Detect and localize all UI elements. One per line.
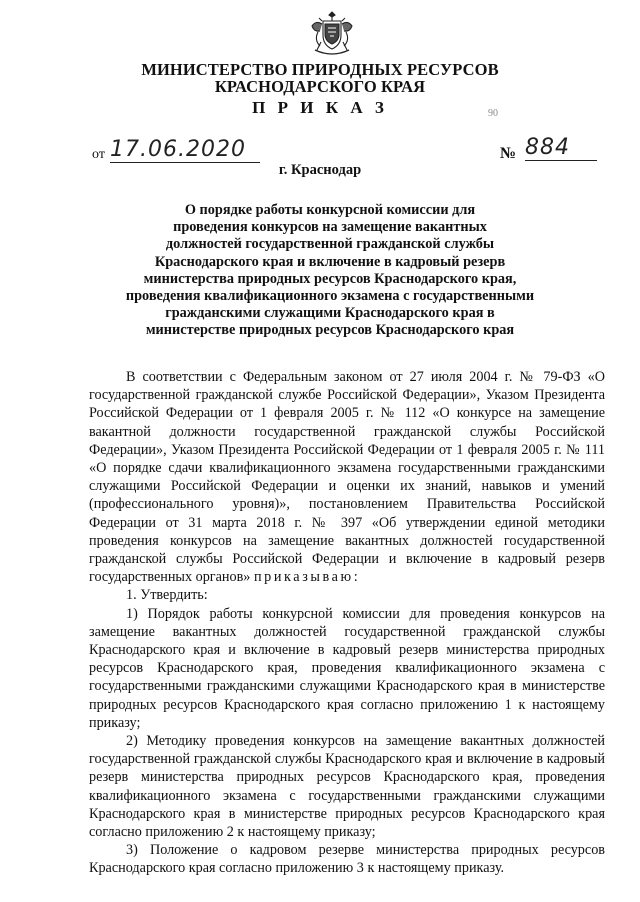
title-line: гражданскими служащими Краснодарского края в	[165, 305, 495, 322]
ministry-name-line-2: КРАСНОДАРСКОГО КРАЯ	[214, 77, 426, 96]
order-body	[89, 368, 605, 878]
orders-word: приказываю:	[253, 569, 361, 586]
stray-mark: 90	[488, 108, 498, 119]
preamble-paragraph	[89, 368, 605, 586]
title-line: Краснодарского края и включение в кадровый резерв	[154, 253, 506, 270]
sub-item-1: 1) Порядок работы конкурсной комиссии для проведения конкурсов на замещение вакантных должностей государственной гражданской службы Краснодарского края и включение в кадровый резерв министерства природных ресурсов Краснодарского края, проведения квалификационного экзамена с государственными гражданскими служащими Краснодарского края в министерстве природных ресурсов Краснодарского края согласно приложению 1 к настоящему приказу;	[89, 605, 605, 731]
preamble-text: В соответствии с Федеральным законом от 27 июля 2004 г. № 79-ФЗ «О государственной гражданской службе Российской Федерации», Указом Президента Российской Федерации от 1 февраля 2005 г. № 112 «О конкурсе на замещение вакантной должности государственной гражданской службы Российской Федерации», Указом Президента Российской Федерации от 1 февраля 2005 г. № 111 «О порядке сдачи квалификационного экзамена государственными гражданскими служащими Российской Федерации и оценки их знаний, навыков и умений (профессионального уровня)», постановлением Правительства Российской Федерации от 31 марта 2018 г. № 397 «Об утверждении единой методики проведения конкурсов на замещение вакантных должностей государственной гражданской службы Российской Федерации и включение в кадровый резерв государственных органов»	[89, 369, 605, 586]
ministry-name-line-1: МИНИСТЕРСТВО ПРИРОДНЫХ РЕСУРСОВ	[141, 60, 499, 79]
coat-of-arms-icon	[309, 8, 355, 58]
number-label: №	[500, 145, 517, 162]
sub-item-3: 3) Положение о кадровом резерве министерства природных ресурсов Краснодарского края согласно приложению 3 к настоящему приказу.	[89, 842, 605, 877]
document-type: П Р И К А З	[252, 98, 388, 117]
title-line: должностей государственной гражданской службы	[165, 236, 495, 253]
order-title	[110, 202, 550, 340]
title-line: министерства природных ресурсов Краснодарского края,	[143, 270, 517, 287]
sub-item-2: 2) Методику проведения конкурсов на замещение вакантных должностей государственной гражданской службы Краснодарского края и включение в кадровый резерв министерства природных ресурсов Краснодарского края, проведения квалификационного экзамена с государственными гражданскими служащими Краснодарского края в министерстве природных ресурсов Краснодарского края согласно приложению 2 к настоящему приказу;	[89, 733, 605, 841]
date-label: от	[92, 147, 105, 162]
title-line: проведения квалификационного экзамена с государственными	[125, 288, 535, 305]
city: г. Краснодар	[278, 162, 362, 178]
title-line: министерстве природных ресурсов Краснодарского края	[145, 322, 515, 339]
handwritten-date: 17.06.2020	[110, 138, 260, 163]
title-line: проведения конкурсов на замещение вакантных	[173, 219, 487, 236]
title-line: О порядке работы конкурсной комиссии для	[184, 202, 476, 218]
handwritten-number: 884	[525, 136, 597, 161]
item-1: 1. Утвердить:	[126, 587, 208, 604]
